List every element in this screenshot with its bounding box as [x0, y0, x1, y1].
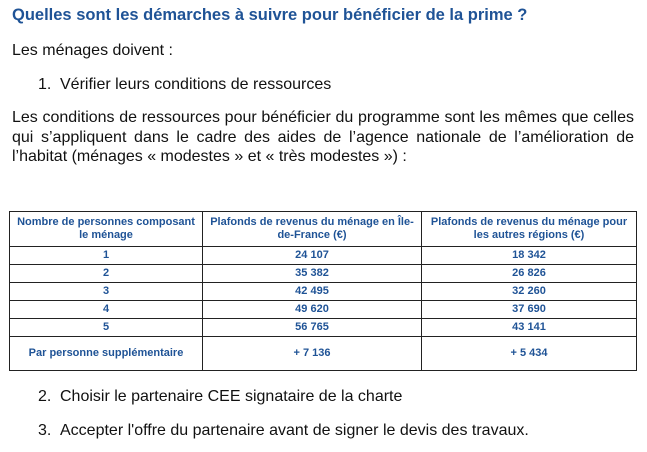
cell-other: 26 826 [422, 265, 637, 283]
table-row [10, 283, 637, 301]
cell-idf: 42 495 [203, 283, 422, 301]
header-other-regions: Plafonds de revenus du ménage pour les autres régions (€) [422, 212, 637, 247]
table-row [10, 247, 637, 265]
cell-persons: Par personne supplémentaire [10, 337, 203, 371]
income-ceilings-table [9, 211, 637, 371]
cell-other: 18 342 [422, 247, 637, 265]
section-title: Quelles sont les démarches à suivre pour bénéficier de la prime ? [12, 6, 528, 24]
step-1-text: Vérifier leurs conditions de ressources [60, 76, 332, 93]
step-2 [38, 388, 402, 406]
header-persons: Nombre de personnes composant le ménage [10, 212, 203, 247]
conditions-paragraph: Les conditions de ressources pour bénéficier du programme sont les mêmes que celles qui s’appliquent dans le cadre des aides de l’agence nationale de l’amélioration de l’habitat (ménages « modestes » et « très modestes ») : [12, 109, 634, 165]
cell-persons: 4 [10, 301, 203, 319]
cell-other: 32 260 [422, 283, 637, 301]
table-row-extra-person [10, 337, 637, 371]
step-3-text: Accepter l'offre du partenaire avant de signer le devis des travaux. [60, 422, 529, 439]
cell-persons: 5 [10, 319, 203, 337]
cell-persons: 3 [10, 283, 203, 301]
table-header-row [10, 212, 637, 247]
header-idf: Plafonds de revenus du ménage en Île-de-France (€) [203, 212, 422, 247]
step-2-text: Choisir le partenaire CEE signataire de la charte [60, 388, 403, 405]
cell-persons: 2 [10, 265, 203, 283]
cell-idf: 49 620 [203, 301, 422, 319]
cell-other: 43 141 [422, 319, 637, 337]
cell-other: 37 690 [422, 301, 637, 319]
table-row [10, 265, 637, 283]
step-1 [38, 76, 331, 94]
table-row [10, 301, 637, 319]
cell-idf: 56 765 [203, 319, 422, 337]
table-row [10, 319, 637, 337]
cell-other: + 5 434 [422, 337, 637, 371]
cell-idf: 24 107 [203, 247, 422, 265]
cell-idf: 35 382 [203, 265, 422, 283]
step-3 [38, 422, 529, 440]
step-3-number: 3. [38, 422, 52, 439]
intro-text: Les ménages doivent : [12, 42, 173, 59]
cell-idf: + 7 136 [203, 337, 422, 371]
step-2-number: 2. [38, 388, 52, 405]
step-1-number: 1. [38, 76, 52, 93]
cell-persons: 1 [10, 247, 203, 265]
